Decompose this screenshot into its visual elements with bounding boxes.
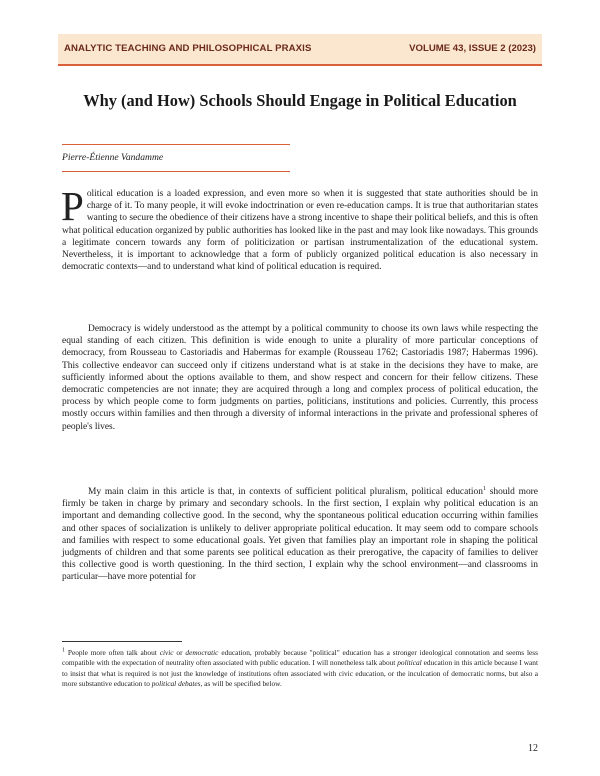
- footnote-text: education, probably because "political" education has a stronger ideological connotation and seems less compatible with the expectation of neutrality often associated with public education. I will nonetheless talk about: [62, 648, 538, 668]
- body-paragraph-3: [62, 486, 538, 584]
- volume-issue: VOLUME 43, ISSUE 2 (2023): [409, 43, 536, 54]
- footnote-separator: [62, 641, 182, 642]
- footnote-italic: political debates: [151, 679, 201, 689]
- article-title: Why (and How) Schools Should Engage in Political Education: [83, 91, 517, 110]
- author-rule-bottom: [62, 171, 290, 172]
- footnote-text: , as will be specified below.: [200, 679, 282, 689]
- drop-cap: P: [61, 183, 84, 229]
- journal-header-band: [58, 34, 542, 66]
- footnote-italic: civic: [159, 648, 174, 657]
- footnote-1: [62, 648, 538, 690]
- footnote-italic: political: [397, 658, 422, 668]
- footnote-text: or: [173, 648, 186, 657]
- paragraph-1-text: olitical education is a loaded expression, and even more so when it is suggested that state authorities should be in charge of it. To many people, it will evoke indoctrination or even re-education camps. It is true that authoritarian states wanting to secure the obedience of their citizens have a strong incentive to shape their political beliefs, and this is often what political education organized by public authorities has looked like in the past and may look like nowadays. This grounds a legitimate concern towards any form of politicization or partisan instrumentalization of the educational system. Nevertheless, it is important to acknowledge that a form of publicly organized political education is also necessary in democratic contexts—and to understand what kind of political education is required.: [62, 189, 538, 273]
- footnote-text: People more often talk about: [65, 648, 160, 657]
- footnote-mark: 1: [62, 647, 65, 654]
- journal-name: ANALYTIC TEACHING AND PHILOSOPHICAL PRAXIS: [64, 43, 312, 54]
- body-paragraph-2: Democracy is widely understood as the attempt by a political community to choose its own laws while respecting the equal standing of each citizen. This definition is wide enough to unite a plurality of more particular conceptions of democracy, from Rousseau to Castoriadis and Habermas for example (Rousseau 1762; Castoriadis 1987; Habermas 1996). This collective endeavor can succeed only if citizens understand what is at stake in the decisions they have to make, are sufficiently informed about the options available to them, and show respect and concern for their fellow citizens. These democratic competencies are not innate; they are acquired through a long and complex process of political education, the process by which people come to form judgments on parties, politicians, institutions and policies. Currently, this process mostly occurs within families and then through a diversity of informal interactions in the private and professional spheres of people's lives.: [62, 324, 538, 432]
- article-author: Pierre-Étienne Vandamme: [62, 152, 164, 163]
- body-paragraph-1: [61, 183, 538, 273]
- paragraph-3-text-b: should more firmly be taken in charge by primary and secondary schools. In the first section, I explain why political education is an important and demanding collective good. In the second, why the spontaneous political education occurring within families and other spaces of socialization is unlikely to deliver appropriate political education. It may seem odd to compare schools and families with respect to some educational goals. Yet given that families play an important role in shaping the political judgments of children and that some parents see political education as their prerogative, the capacity of families to deliver this collective good is worth questioning. In the third section, I explain why the school environment—and classrooms in particular—have more potential for: [62, 487, 538, 583]
- footnote-reference-1[interactable]: 1: [482, 485, 486, 492]
- footnote-text: education in this article because I want to insist that what is required is not just the knowledge of institutions often associated with civic education, or the inculcation of democratic norms, but also a more substantive education to: [62, 658, 538, 689]
- footnote-italic: democratic: [185, 648, 219, 657]
- page-number: 12: [528, 743, 538, 754]
- paragraph-3-text-a: My main claim in this article is that, in contexts of sufficient political pluralism, political education: [88, 487, 483, 497]
- author-rule-top: [62, 144, 290, 145]
